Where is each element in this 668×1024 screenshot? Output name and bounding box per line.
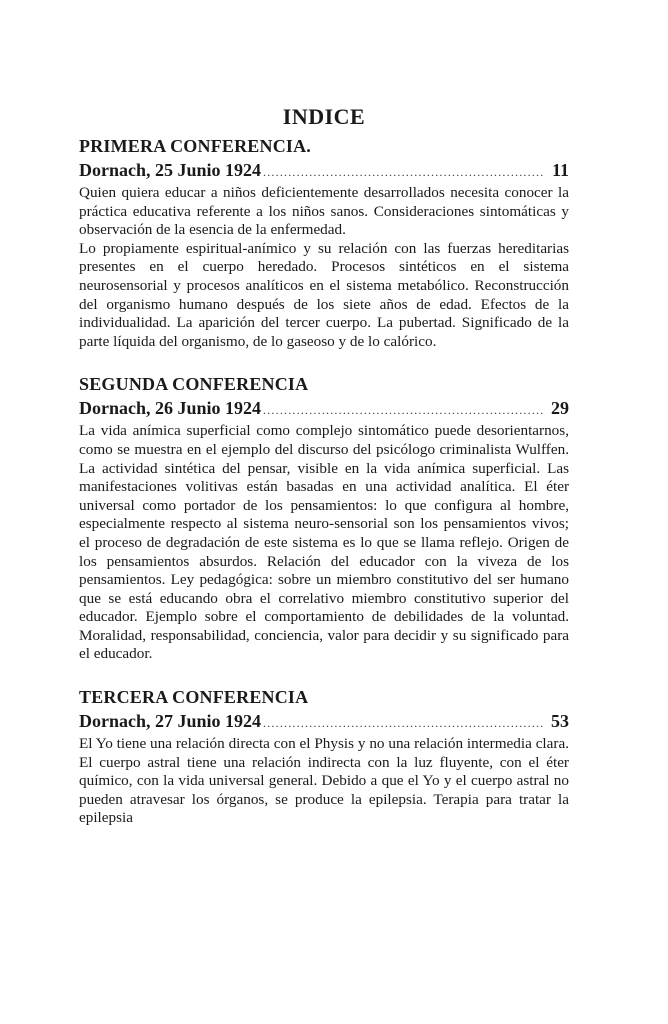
section-heading: SEGUNDA CONFERENCIA bbox=[79, 374, 309, 395]
toc-entry bbox=[79, 158, 569, 184]
section-segunda bbox=[79, 372, 569, 664]
summary-paragraph: La vida anímica superficial como complejo sintomático puede desorientarnos, como se muestra en el ejemplo del discurso del psicólogo criminalista Wulffen. La actividad sintética del pensar, visible en la vida anímica superficial. Las manifestaciones volitivas están basadas en una actividad analítica. El éter universal como portador de los pensamientos: lo que configura al hombre, especialmente respecto al sistema neuro-sensorial son los pensamientos vivos; el proceso de degradación de este sistema es lo que se llama reflejo. Origen de los pensamientos absurdos. Relación del educador con la viveza de los pensamientos. Ley pedagógica: sobre un miembro constitutivo del ser humano que se está educando obra el correlativo miembro constitutivo superior del educador. Ejemplo sobre el comportamiento de debilidades de la voluntad. Moralidad, responsabilidad, conciencia, valor para decidir y su significado para el educador. bbox=[79, 422, 569, 663]
dot-leader bbox=[263, 160, 543, 184]
dot-leader bbox=[263, 711, 543, 735]
summary-paragraph: Quien quiera educar a niños deficientemente desarrollados necesita conocer la práctica educativa referente a los niños sanos. Consideraciones sintomáticas y observación de la esencia de la enfermedad. bbox=[79, 184, 569, 239]
toc-entry bbox=[79, 396, 569, 422]
index-page bbox=[79, 104, 569, 849]
section-primera bbox=[79, 134, 569, 351]
page-number: 11 bbox=[551, 160, 569, 180]
place-date: Dornach, 26 Junio 1924 bbox=[79, 398, 262, 419]
section-heading: PRIMERA CONFERENCIA. bbox=[79, 136, 312, 156]
dot-leader bbox=[263, 398, 543, 422]
page-number: 29 bbox=[551, 398, 569, 419]
section-tercera bbox=[79, 685, 569, 828]
page-number: 53 bbox=[551, 711, 569, 732]
summary-paragraph: El Yo tiene una relación directa con el Physis y no una relación intermedia clara. El cuerpo astral tiene una relación indirecta con la luz fluyente, con el éter químico, con la vida universal general. Debido a que el Yo y el cuerpo astral no pueden atravesar los órganos, se produce la epilepsia. Terapia para tratar la epilepsia bbox=[79, 735, 569, 827]
place-date: Dornach, 27 Junio 1924 bbox=[79, 711, 262, 732]
place-date: Dornach, 25 Junio 1924 bbox=[79, 160, 262, 180]
index-title: INDICE bbox=[282, 104, 366, 129]
toc-entry bbox=[79, 709, 569, 735]
summary-paragraph: Lo propiamente espiritual-anímico y su relación con las fuerzas hereditarias presentes en el cuerpo heredado. Procesos sintéticos en el sistema neurosensorial y procesos analíticos en el sistema metabólico. Reconstrucción del organismo humano después de los siete años de edad. Efectos de la individualidad. La aparición del tercer cuerpo. La pubertad. Significado de la parte líquida del organismo, de lo gaseoso y de lo calórico. bbox=[79, 239, 569, 350]
section-heading: TERCERA CONFERENCIA bbox=[79, 687, 309, 708]
